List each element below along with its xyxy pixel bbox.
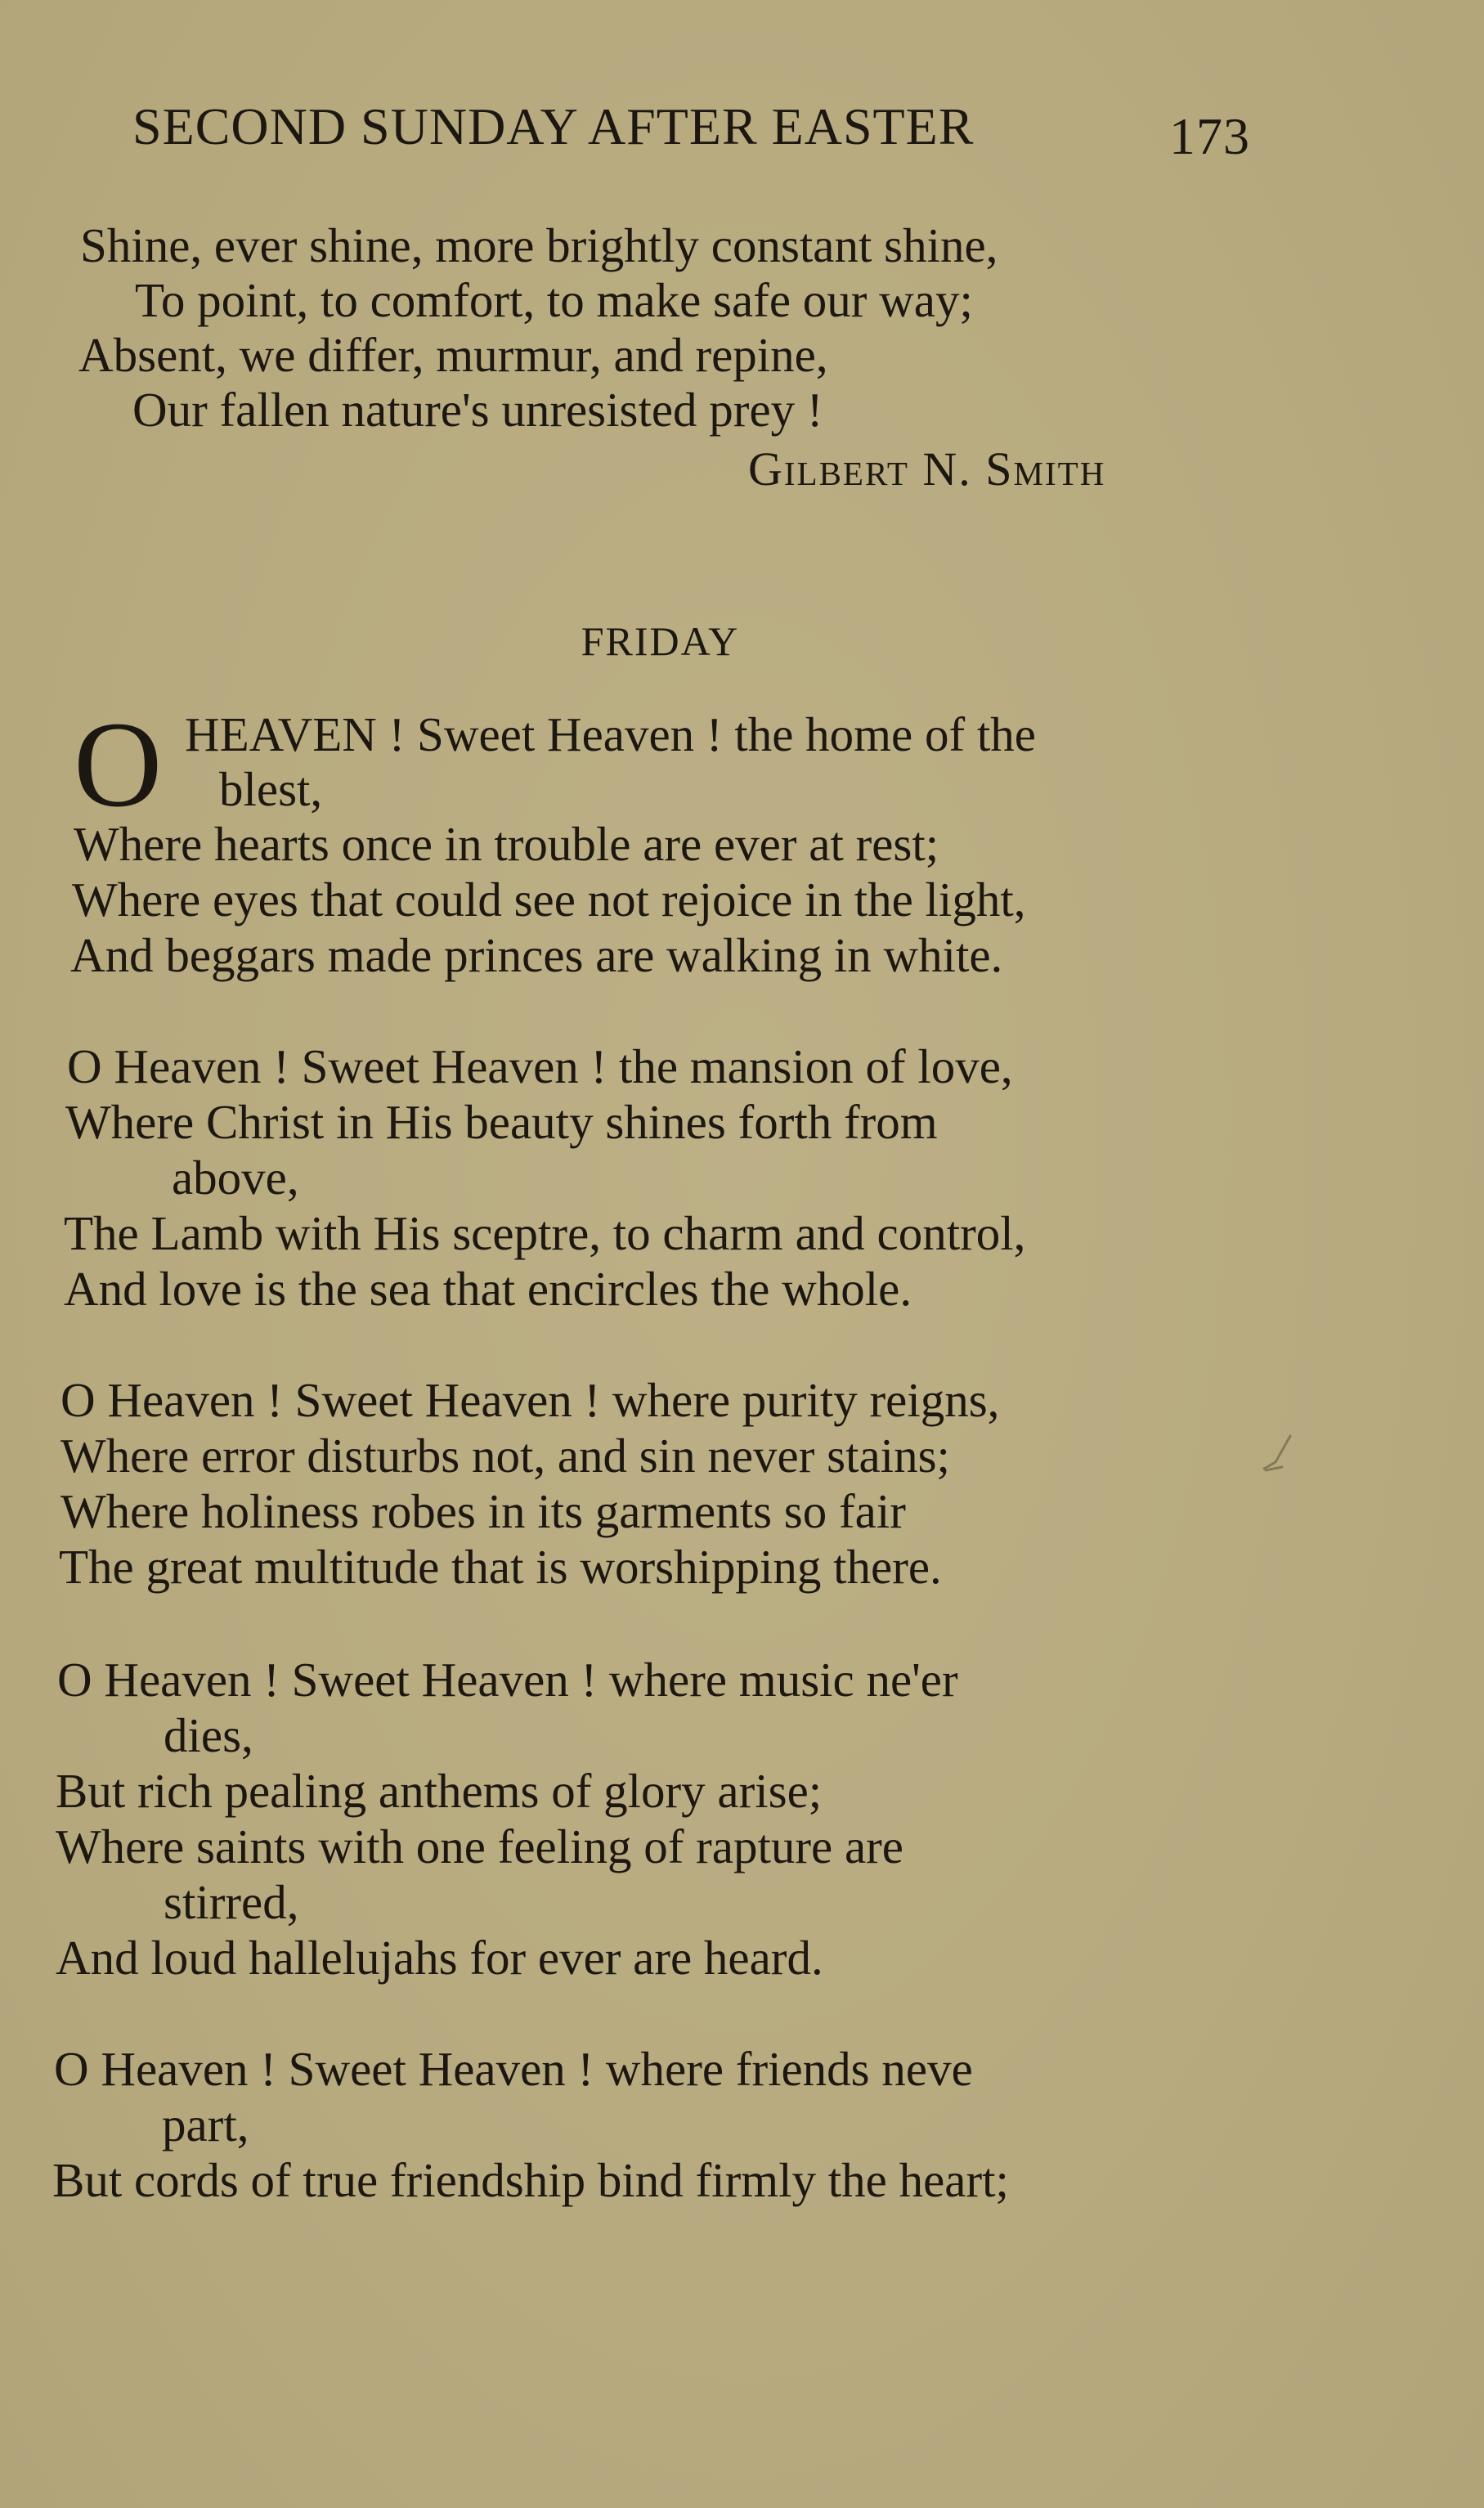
page-number: 173	[1169, 107, 1250, 165]
poem-line: O Heaven ! Sweet Heaven ! where friends neve	[54, 2042, 973, 2096]
poem-line: And beggars made princes are walking in white.	[70, 928, 1003, 982]
poem-line: But rich pealing anthems of glory arise;	[56, 1764, 823, 1818]
poem-line: Where eyes that could see not rejoice in the light,	[72, 873, 1026, 926]
poem-line: Where Christ in His beauty shines forth from	[65, 1095, 938, 1149]
section-title: FRIDAY	[581, 618, 740, 664]
pencil-mark	[1258, 1433, 1295, 1482]
poem-line: blest,	[219, 762, 323, 816]
poem-line: stirred,	[164, 1875, 299, 1929]
running-title: SECOND SUNDAY AFTER EASTER	[132, 97, 975, 155]
poem-line: Our fallen nature's unresisted prey !	[132, 383, 823, 437]
drop-cap: O	[74, 697, 163, 832]
poem-line: Shine, ever shine, more brightly constant shine,	[80, 218, 998, 272]
poem-line: And loud hallelujahs for ever are heard.	[56, 1931, 823, 1985]
poem-line: Where error disturbs not, and sin never stains;	[61, 1429, 950, 1483]
poem-line: The great multitude that is worshipping there.	[59, 1540, 942, 1594]
poem-line: O Heaven ! Sweet Heaven ! the mansion of love,	[67, 1039, 1013, 1093]
poem-line: But cords of true friendship bind firmly the heart;	[52, 2153, 1009, 2207]
author-signature: Gilbert N. Smith	[748, 442, 1106, 496]
page-header	[132, 96, 1261, 165]
poem-line: O Heaven ! Sweet Heaven ! where purity reigns,	[61, 1373, 1000, 1427]
poem-line: O Heaven ! Sweet Heaven ! where music ne'er	[57, 1653, 958, 1707]
poem-line: HEAVEN ! Sweet Heaven ! the home of the	[185, 707, 1036, 761]
poem-line: The Lamb with His sceptre, to charm and control,	[64, 1206, 1026, 1260]
poem-line: Where saints with one feeling of rapture are	[56, 1819, 903, 1873]
poem-line: dies,	[164, 1708, 253, 1762]
poem-line: Where hearts once in trouble are ever at rest;	[74, 817, 939, 871]
poem-line: above,	[172, 1151, 299, 1205]
poem-line: Absent, we differ, murmur, and repine,	[78, 328, 828, 382]
poem-line: Where holiness robes in its garments so fair	[61, 1484, 906, 1538]
poem-line: And love is the sea that encircles the whole.	[64, 1262, 912, 1316]
poem-line: To point, to comfort, to make safe our way;	[135, 273, 973, 327]
poem-line: part,	[162, 2097, 249, 2151]
